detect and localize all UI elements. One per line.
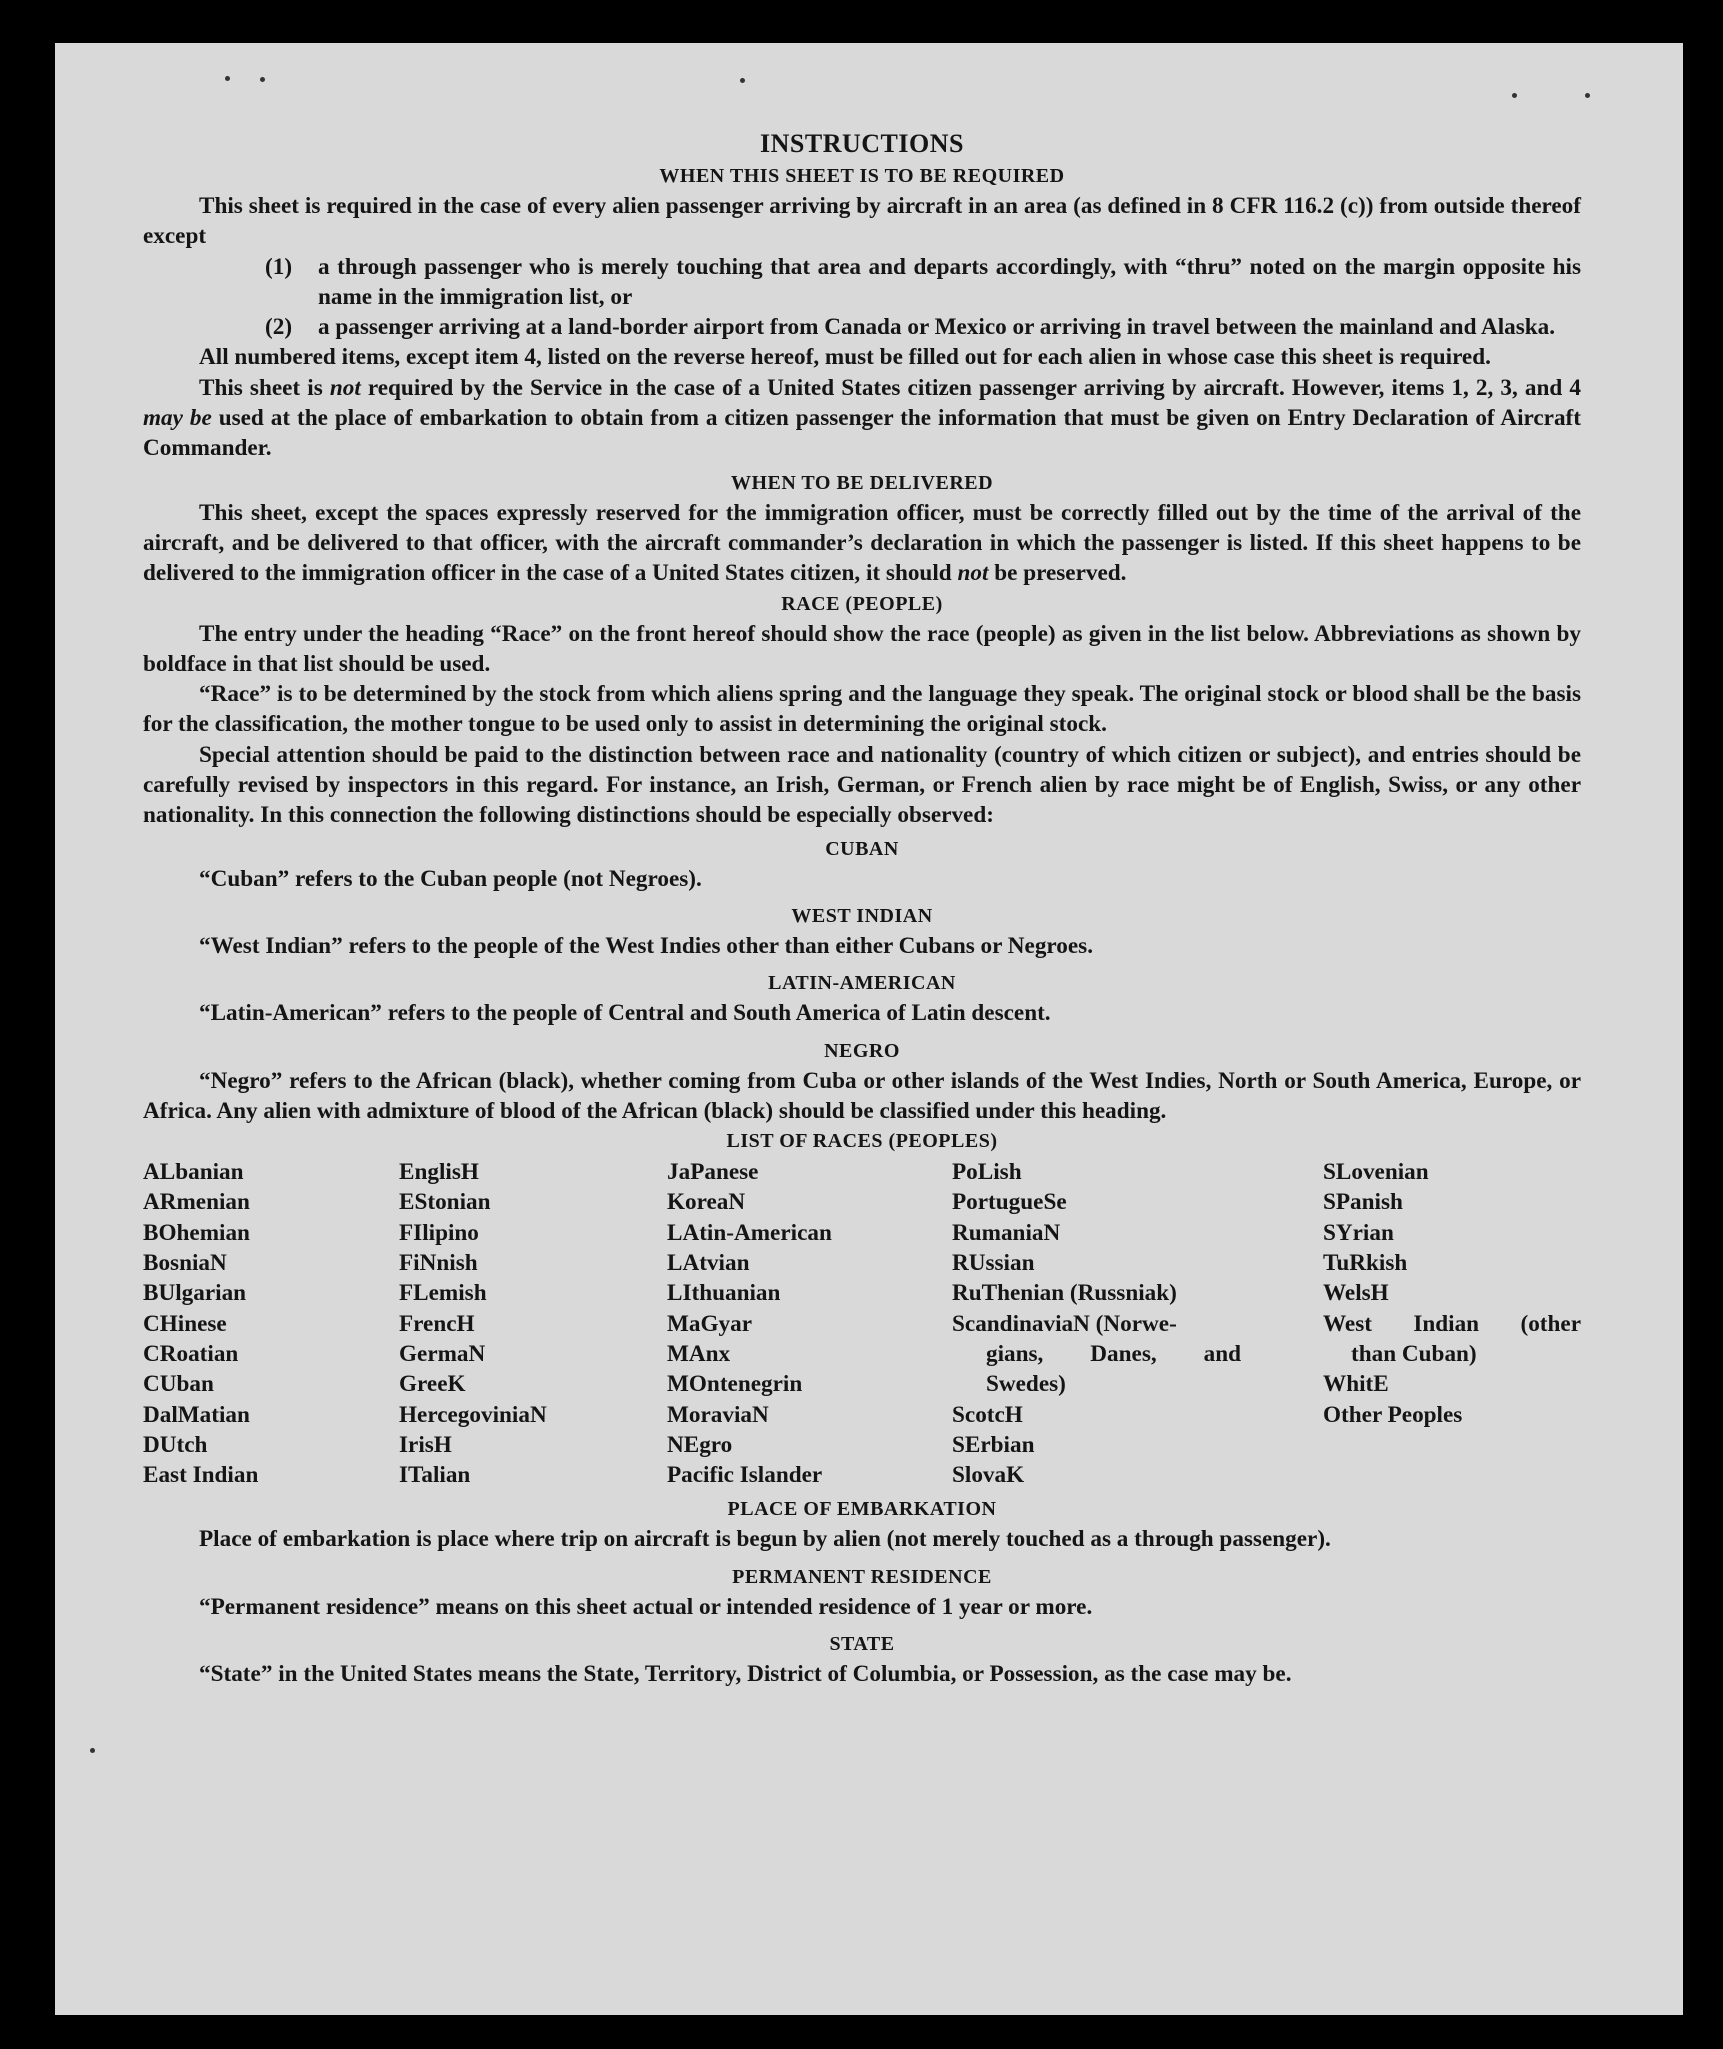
section-heading-races-list: LIST OF RACES (PEOPLES) [726,1130,998,1153]
race-item: GreeK [399,1371,466,1398]
text-run: be preserved. [988,560,1127,587]
paragraph-west-indian: “West Indian” refers to the people of the West Indies other than either Cubans or Negroes. [199,932,1094,959]
race-item: LIthuanian [667,1280,781,1307]
emphasis: may be [143,405,212,432]
paragraph-state: “State” in the United States means the State, Territory, District of Columbia, or Possession, as the case may be. [199,1660,1292,1687]
paragraph-cuban: “Cuban” refers to the Cuban people (not Negroes). [199,865,702,892]
race-item: KoreaN [667,1189,746,1216]
paragraph-embarkation: Place of embarkation is place where trip on aircraft is begun by alien (not merely touched as a through passenger). [199,1526,1331,1553]
list-number: (2) [265,314,293,341]
speck [1585,93,1590,98]
race-item: BUlgarian [143,1280,247,1307]
race-item: NEgro [667,1431,733,1458]
race-item: GermaN [399,1340,486,1367]
race-item: CUban [143,1371,214,1398]
race-item: SPanish [1323,1189,1403,1216]
speck [740,78,745,83]
text-run: required by the Service in the case of a United States citizen passenger arriving by aircraft. However, items 1, 2, 3, and 4 [360,374,1581,401]
race-item: BosniaN [143,1250,227,1277]
paragraph-delivered [143,498,1581,589]
race-item: ALbanian [143,1159,244,1186]
page-title: INSTRUCTIONS [760,129,964,158]
paragraph-citizen [143,373,1581,464]
paragraph-race-entry: The entry under the heading “Race” on the front hereof should show the race (people) as given in the list below. Abbreviations as shown by boldface in that list should be used. [143,620,1581,677]
race-item: ScotcH [952,1401,1023,1428]
races-column-2 [399,1157,667,1490]
race-item: East Indian [143,1462,259,1489]
race-item: CRoatian [143,1340,239,1367]
race-item: WelsH [1323,1280,1389,1307]
section-heading-required: WHEN THIS SHEET IS TO BE REQUIRED [659,165,1065,187]
document-page [55,43,1683,2015]
race-item: HercegoviniaN [399,1401,547,1428]
race-item: MoraviaN [667,1401,769,1428]
section-heading-delivered: WHEN TO BE DELIVERED [730,471,994,494]
race-item: FiNnish [399,1250,478,1277]
text-run: This sheet is [199,374,330,401]
race-item: RUssian [952,1250,1035,1277]
speck [90,1748,95,1753]
race-item: MaGyar [667,1310,752,1337]
race-item: West Indian (other [1323,1310,1581,1337]
race-item: SlovaK [952,1462,1025,1489]
race-item: ITalian [399,1462,471,1489]
race-item: MOntenegrin [667,1371,803,1398]
list-item-text: a through passenger who is merely touching that area and departs accordingly, with “thru” noted on the margin opposite his name in the immigration list, or [318,253,1581,310]
race-item: LAtin-American [667,1219,832,1246]
race-item: LAtvian [667,1250,750,1277]
race-item: TuRkish [1323,1250,1408,1277]
race-item: ScandinaviaN (Norwe- [952,1310,1177,1337]
race-item: CHinese [143,1310,227,1337]
race-item: SYrian [1323,1219,1394,1246]
paragraph-residence: “Permanent residence” means on this sheet actual or intended residence of 1 year or more. [199,1593,1093,1620]
race-item: PortugueSe [952,1189,1067,1216]
race-item: FLemish [399,1280,487,1307]
race-item: PoLish [952,1159,1022,1186]
race-item: DalMatian [143,1401,250,1428]
race-item: Pacific Islander [667,1462,823,1489]
section-heading-west-indian: WEST INDIAN [791,904,933,927]
paragraph-race-definition: “Race” is to be determined by the stock from which aliens spring and the language they speak. The original stock or blood shall be the basis for the classification, the mother tongue to be used only to assist in determining the original stock. [143,681,1581,738]
text-run: This sheet, except the spaces expressly reserved for the immigration officer, must be correctly filled out by the time of the arrival of the aircraft, and be delivered to that officer, with the aircraft commander’s declaration in which the passenger is listed. If this sheet happens to be delivered to the immigration officer in the case of a United States citizen, it should [143,499,1581,587]
paragraph-numbered-items: All numbered items, except item 4, listed on the reverse hereof, must be filled out for each alien in whose case this sheet is required. [199,344,1491,371]
races-column-1 [143,1157,399,1490]
race-item: ARmenian [143,1189,250,1216]
race-item: SErbian [952,1431,1035,1458]
section-heading-negro: NEGRO [824,1039,900,1062]
race-item: RuThenian (Russniak) [952,1280,1177,1307]
race-item: MAnx [667,1340,731,1367]
races-column-3 [667,1157,952,1490]
section-heading-race: RACE (PEOPLE) [781,592,943,615]
list-item [143,252,1581,313]
races-column-5 [1323,1157,1581,1490]
race-item: IrisH [399,1431,452,1458]
speck [225,76,230,81]
race-item: RumaniaN [952,1219,1061,1246]
paragraph-required: This sheet is required in the case of every alien passenger arriving by aircraft in an area (as defined in 8 CFR 116.2 (c)) from outside thereof except [143,193,1581,250]
list-number: (1) [265,253,293,280]
race-item: WhitE [1323,1371,1389,1398]
section-heading-embarkation: PLACE OF EMBARKATION [727,1498,997,1521]
section-heading-latin-american: LATIN-AMERICAN [768,972,956,995]
race-item: DUtch [143,1431,208,1458]
races-column-4 [952,1157,1241,1490]
section-heading-cuban: CUBAN [825,837,899,860]
race-item: Other Peoples [1323,1401,1463,1428]
race-item: EStonian [399,1189,491,1216]
race-item: than Cuban) [1351,1340,1477,1367]
race-item: FrencH [399,1310,475,1337]
list-item-text: a passenger arriving at a land-border airport from Canada or Mexico or arriving in travel between the mainland and Alaska. [318,314,1556,341]
race-item: SLovenian [1323,1159,1429,1186]
paragraph-negro: “Negro” refers to the African (black), whether coming from Cuba or other islands of the West Indies, North or South America, Europe, or Africa. Any alien with admixture of blood of the African (black) should be classified under this heading. [143,1067,1581,1124]
paragraph-race-nationality: Special attention should be paid to the distinction between race and nationality (country of which citizen or subject), and entries should be carefully revised by inspectors in this regard. For instance, an Irish, German, or French alien by race might be of English, Swiss, or any other nationality. In this connection the following distinctions should be especially observed: [143,741,1581,829]
section-heading-residence: PERMANENT RESIDENCE [732,1565,992,1588]
race-item: Swedes) [986,1371,1066,1398]
race-item: gians, Danes, and [986,1340,1241,1367]
race-item: JaPanese [667,1159,759,1186]
speck [1512,93,1517,98]
speck [260,77,265,82]
list-item [143,312,1581,342]
race-item: BOhemian [143,1219,250,1246]
race-item: FIlipino [399,1219,479,1246]
text-run: used at the place of embarkation to obtain from a citizen passenger the information that must be given on Entry Declaration of Aircraft Commander. [143,405,1582,462]
emphasis: not [329,374,361,401]
section-heading-state: STATE [829,1632,895,1655]
race-item: EnglisH [399,1159,479,1186]
paragraph-latin-american: “Latin-American” refers to the people of Central and South America of Latin descent. [199,1000,1051,1027]
emphasis: not [957,560,989,587]
races-list [143,1157,1581,1490]
instructions-content [143,127,1581,1689]
